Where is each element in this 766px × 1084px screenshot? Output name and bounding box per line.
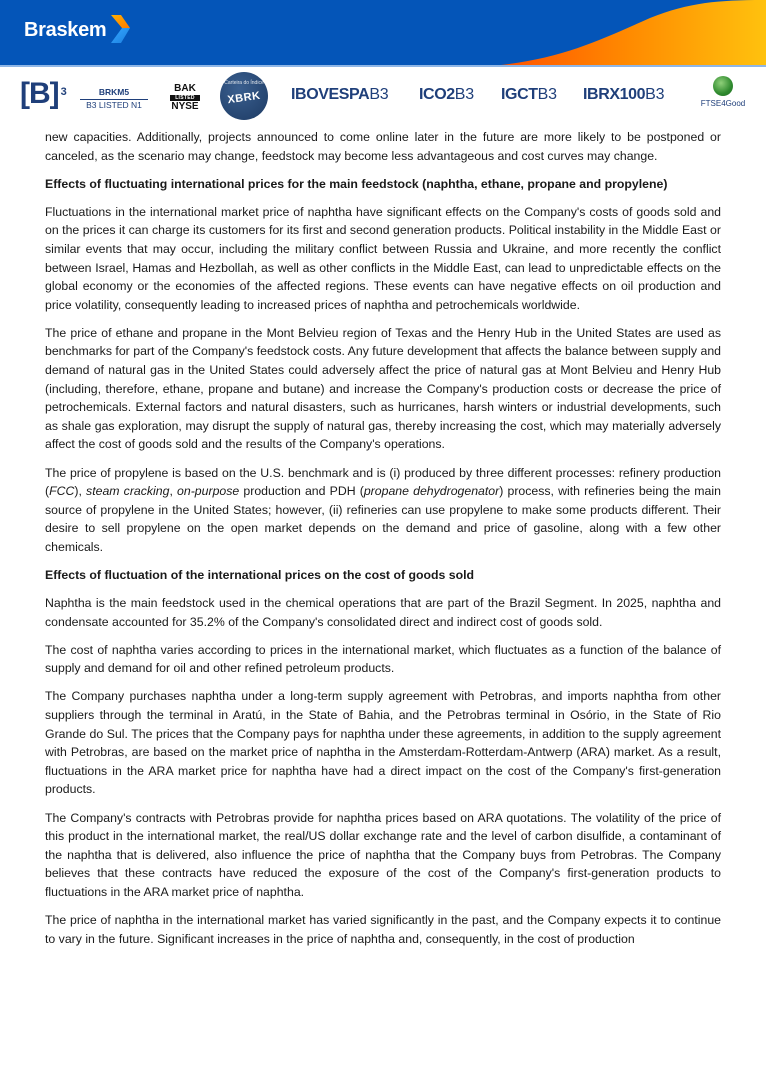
xbrk-badge-logo: Carteira do Índice XBRK	[220, 72, 268, 120]
paragraph-naphtha-price-variation: The price of naphtha in the international market has varied significantly in the past, and the Company expects it to continue to vary in the future. Significant increases in the price of naphtha and, consequently, in the cost of production	[45, 912, 721, 946]
paragraph-petrobras-supply: The Company purchases naphtha under a long-term supply agreement with Petrobras, and imports naphtha from other suppliers through the terminal in Aratú, in the State of Bahia, and the Petrobras terminal in Osório, in the State of Rio Grande do Sul. The prices that the Company pays for naphtha under these agreements, in addition to the supply agreement with Petrobras, are based on the market price of naphtha in the Amsterdam-Rotterdam-Antwerp (ARA) market. As a result, fluctuations in the ARA market price for naphtha have had a direct impact on the cost of the Company's first-generation products.	[45, 689, 721, 797]
ftse4good-logo: FTSE4Good	[693, 76, 753, 108]
paragraph-ethane-propane: The price of ethane and propane in the Mont Belvieu region of Texas and the Henry Hub in the United States are used as benchmarks for part of the Company's feedstock costs. Any future development that affects the balance between supply and demand of natural gas in the United States could adversely affect the price of natural gas at Mont Belvieu and Henry Hub (including, therefore, ethane, propane and butane) and increase the Company's production costs or decrease the price of petrochemicals. External factors and natural disasters, such as hurricanes, harsh winters or industrial developments, such as shale gas exploration, may disrupt the supply of natural gas, thereby increasing the cost, which may materially adversely affect the cost of goods sold and the results of the Company's operations.	[45, 325, 721, 452]
paragraph-naphtha-cost: The cost of naphtha varies according to prices in the international market, which fluctuates as a function of the balance of supply and demand for oil and other refined petroleum products.	[45, 642, 721, 676]
ibrx100-b3-logo: IBRX100B3	[583, 86, 665, 103]
b3-logo: [B] $^3$	[20, 77, 66, 110]
term-steam-cracking: steam cracking	[86, 484, 170, 499]
section-heading-feedstock-prices: Effects of fluctuating international prices for the main feedstock (naphtha, ethane, propane and propylene)	[45, 176, 668, 191]
brand-name: Braskem	[24, 18, 107, 41]
ico2-b3-logo: ICO2B3	[419, 86, 474, 103]
header-banner	[0, 0, 766, 66]
paragraph-propylene: The price of propylene is based on the U.S. benchmark and is (i) produced by three different processes: refinery production (FCC), steam cracking, on-purpose production and PDH (propane dehydrogenator) process, with refineries being the main source of propylene in the United States; however, (ii) refineries can use propylene to make some products different. Their desire to sell propylene on the open market depends on the demand and price of gasoline, along with a few other chemicals.	[45, 465, 721, 554]
paragraph-continuation: new capacities. Additionally, projects announced to come online later in the future are more likely to be postponed or canceled, as the scenario may change, feedstock may become less advantageous and cost curves may change.	[45, 130, 721, 163]
term-on-purpose: on-purpose	[177, 484, 240, 499]
paragraph-naphtha-fluctuations: Fluctuations in the international market price of naphtha have significant effects on the Company's costs of goods sold and on the prices it can charge its customers for its first and second generation products. Political instability in the Middle East or similar events that may occur, including the military conflict between Russia and Ukraine, and more recently the conflict between Israel, Hamas and Hezbollah, as well as other conflicts in the Middle East, can lead to unpredictable effects on the global economy or the economies of the affected regions. These events can have negative effects on oil production and price volatility, consequently leading to increased prices of naphtha and petrochemicals worldwide.	[45, 204, 721, 312]
index-logos-strip	[0, 67, 766, 123]
igct-b3-logo: IGCTB3	[501, 86, 557, 103]
section-heading-cost-of-goods: Effects of fluctuation of the international prices on the cost of goods sold	[45, 567, 475, 582]
paragraph-naphtha-main-feedstock: Naphtha is the main feedstock used in the chemical operations that are part of the Brazil Segment. In 2025, naphtha and condensate accounted for 35.2% of the Company's consolidated direct and indirect cost of goods sold.	[45, 596, 721, 629]
nyse-listed-logo: BAK LISTED NYSE	[171, 83, 199, 112]
paragraph-petrobras-contracts: The Company's contracts with Petrobras provide for naphtha prices based on ARA quotations. The volatility of the price of this product in the international market, the real/US dollar exchange rate and the level of carbon disulfide, a contaminant of the naphtha that is delivered, also influence the price of naphtha that the Company buys from Petrobras. The Company believes that these contracts have reduced the exposure of the cost of the Company's first-generation products to fluctuations in the ARA market price of naphtha.	[45, 810, 721, 899]
term-propane-dehydrogenator: propane dehydrogenator	[363, 484, 500, 499]
term-fcc: FCC	[49, 484, 75, 499]
ibovespa-b3-logo: IBOVESPAB3	[291, 86, 389, 103]
document-body	[45, 128, 721, 958]
brkm5-listed-logo: BRKM5 B3 LISTED N1	[80, 87, 148, 111]
braskem-chevron-icon	[109, 14, 131, 44]
braskem-logo	[24, 16, 131, 44]
globe-icon	[713, 76, 733, 96]
